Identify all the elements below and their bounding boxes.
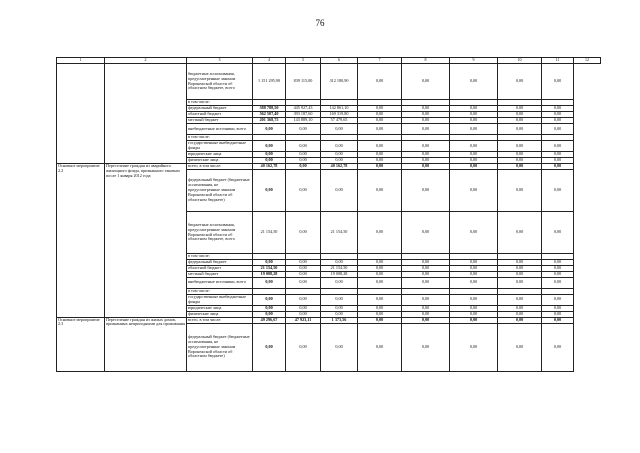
column-number-cell: 4: [253, 58, 286, 64]
amount-cell: 0,00: [286, 259, 321, 265]
amount-cell: 0,00: [498, 64, 542, 100]
amount-cell: 0,00: [402, 170, 450, 212]
amount-cell: 0,00: [321, 323, 358, 371]
amount-cell: 40 162,78: [253, 164, 286, 170]
amount-cell: 0,00: [253, 124, 286, 135]
funding-source-cell: в том числе:: [187, 288, 253, 294]
amount-cell: 19 008,28: [321, 271, 358, 277]
amount-cell: 0,00: [450, 271, 498, 277]
amount-cell: 0,00: [542, 64, 574, 100]
amount-cell: 0,00: [498, 164, 542, 170]
amount-cell: 0,00: [402, 277, 450, 288]
amount-cell: 0,00: [450, 305, 498, 311]
amount-cell: 0,00: [253, 323, 286, 371]
event-name-cell: Основное мероприятие 2.2: [57, 164, 105, 318]
amount-cell: 0,00: [358, 124, 402, 135]
amount-cell: 0,00: [498, 323, 542, 371]
funding-source-cell: федеральный бюджет: [187, 106, 253, 112]
amount-cell: 0,00: [286, 311, 321, 317]
amount-cell: 142 861,10: [321, 106, 358, 112]
amount-cell: 0,00: [358, 265, 402, 271]
amount-cell: 0,00: [542, 271, 574, 277]
amount-cell: 0,00: [358, 294, 402, 305]
amount-cell: 0,00: [402, 323, 450, 371]
amount-cell: 0,00: [402, 294, 450, 305]
funding-source-cell: в том числе:: [187, 254, 253, 260]
funding-source-cell: государственные внебюджетные фонды: [187, 294, 253, 305]
table-body: [57, 58, 601, 372]
amount-cell: 0,00: [498, 212, 542, 254]
amount-cell: 0,00: [402, 152, 450, 158]
column-number-cell: 11: [542, 58, 574, 64]
amount-cell: 0,00: [253, 158, 286, 164]
amount-cell: 0,00: [253, 259, 286, 265]
column-number-cell: 2: [105, 58, 187, 64]
amount-cell: 0,00: [542, 259, 574, 265]
amount-cell: 0,00: [286, 265, 321, 271]
amount-cell: 0,00: [358, 164, 402, 170]
amount-cell: 0,00: [321, 170, 358, 212]
amount-cell: 0,00: [450, 152, 498, 158]
column-number-cell: 10: [498, 58, 542, 64]
column-number-cell: 9: [450, 58, 498, 64]
amount-cell: 0,00: [542, 124, 574, 135]
column-number-cell: 5: [286, 58, 321, 64]
amount-cell: 0,00: [450, 106, 498, 112]
amount-cell: 0,00: [450, 170, 498, 212]
amount-cell: 0,00: [321, 277, 358, 288]
amount-cell: 0,00: [286, 164, 321, 170]
event-description-cell: Переселение граждан из аварийного жилищного фонда, признанного таковым после 1 января 2012 года: [105, 164, 187, 318]
amount-cell: 21 154,50: [253, 212, 286, 254]
amount-cell: 0,00: [450, 112, 498, 118]
amount-cell: 0,00: [402, 212, 450, 254]
amount-cell: 0,00: [321, 259, 358, 265]
amount-cell: 0,00: [358, 277, 402, 288]
funding-source-cell: внебюджетные источники, всего: [187, 277, 253, 288]
amount-cell: 0,00: [542, 158, 574, 164]
funding-source-cell: в том числе:: [187, 135, 253, 141]
amount-cell: 0,00: [450, 141, 498, 152]
amount-cell: 0,00: [542, 118, 574, 124]
amount-cell: 0,00: [321, 141, 358, 152]
amount-cell: 0,00: [402, 118, 450, 124]
amount-cell: 839 115,00: [286, 64, 321, 100]
amount-cell: 0,00: [402, 311, 450, 317]
amount-cell: 0,00: [358, 118, 402, 124]
amount-cell: 0,00: [542, 311, 574, 317]
amount-cell: 0,00: [450, 277, 498, 288]
amount-cell: 0,00: [358, 317, 402, 323]
amount-cell: 0,00: [498, 271, 542, 277]
amount-cell: 0,00: [358, 323, 402, 371]
amount-cell: 0,00: [358, 112, 402, 118]
amount-cell: 0,00: [450, 323, 498, 371]
amount-cell: 0,00: [286, 141, 321, 152]
amount-cell: 0,00: [402, 265, 450, 271]
amount-cell: 445 927,43: [286, 106, 321, 112]
amount-cell: 0,00: [498, 141, 542, 152]
amount-cell: 0,00: [450, 118, 498, 124]
funding-source-cell: федеральный бюджет: [187, 259, 253, 265]
amount-cell: 0,00: [402, 317, 450, 323]
amount-cell: 0,00: [450, 164, 498, 170]
amount-cell: 0,00: [402, 141, 450, 152]
amount-cell: 0,00: [498, 158, 542, 164]
amount-cell: 57 479,65: [321, 118, 358, 124]
amount-cell: 393 187,60: [286, 112, 321, 118]
amount-cell: 0,00: [402, 305, 450, 311]
event-name-cell: [57, 64, 105, 164]
amount-cell: 0,00: [286, 170, 321, 212]
amount-cell: 0,00: [321, 305, 358, 311]
amount-cell: 0,00: [450, 124, 498, 135]
amount-cell: 0,00: [321, 311, 358, 317]
amount-cell: 0,00: [542, 141, 574, 152]
amount-cell: 0,00: [286, 305, 321, 311]
amount-cell: 0,00: [498, 106, 542, 112]
amount-cell: 201 368,75: [253, 118, 286, 124]
amount-cell: 0,00: [253, 294, 286, 305]
funding-source-cell: федеральный бюджет (бюджетные ассигнования, не предусмотренные законом Воронежской области об областном бюджете): [187, 323, 253, 371]
funding-source-cell: местный бюджет: [187, 118, 253, 124]
amount-cell: 0,00: [450, 64, 498, 100]
amount-cell: 0,00: [542, 265, 574, 271]
funding-source-cell: областной бюджет: [187, 112, 253, 118]
amount-cell: 0,00: [402, 158, 450, 164]
amount-cell: 0,00: [542, 170, 574, 212]
funding-source-cell: физические лица: [187, 311, 253, 317]
amount-cell: 0,00: [253, 311, 286, 317]
amount-cell: 0,00: [542, 106, 574, 112]
amount-cell: 0,00: [286, 158, 321, 164]
amount-cell: 0,00: [498, 317, 542, 323]
amount-cell: 0,00: [358, 259, 402, 265]
amount-cell: 0,00: [253, 141, 286, 152]
column-number-cell: 1: [57, 58, 105, 64]
amount-cell: 0,00: [542, 317, 574, 323]
amount-cell: 0,00: [450, 265, 498, 271]
column-number-cell: 8: [402, 58, 450, 64]
amount-cell: 0,00: [542, 277, 574, 288]
amount-cell: 0,00: [402, 106, 450, 112]
amount-cell: 0,00: [498, 124, 542, 135]
amount-cell: 0,00: [286, 212, 321, 254]
amount-cell: 0,00: [498, 294, 542, 305]
amount-cell: 0,00: [358, 64, 402, 100]
amount-cell: 21 154,50: [321, 212, 358, 254]
amount-cell: 0,00: [253, 170, 286, 212]
amount-cell: 0,00: [450, 212, 498, 254]
column-number-cell: 3: [187, 58, 253, 64]
amount-cell: 0,00: [253, 305, 286, 311]
amount-cell: 0,00: [358, 158, 402, 164]
funding-source-cell: юридические лица: [187, 305, 253, 311]
amount-cell: 0,00: [358, 170, 402, 212]
amount-cell: 0,00: [321, 294, 358, 305]
amount-cell: 0,00: [286, 277, 321, 288]
amount-cell: 0,00: [450, 294, 498, 305]
column-number-cell: 6: [321, 58, 358, 64]
amount-cell: 0,00: [286, 152, 321, 158]
amount-cell: 21 154,50: [253, 265, 286, 271]
amount-cell: 0,00: [286, 124, 321, 135]
amount-cell: 0,00: [358, 305, 402, 311]
amount-cell: 0,00: [542, 112, 574, 118]
amount-cell: 0,00: [542, 294, 574, 305]
amount-cell: 0,00: [253, 152, 286, 158]
amount-cell: 143 889,10: [286, 118, 321, 124]
amount-cell: 0,00: [402, 64, 450, 100]
event-description-cell: [105, 64, 187, 164]
amount-cell: 0,00: [402, 112, 450, 118]
funding-source-cell: бюджетные ассигнования, предусмотренные законом Воронежской области об областном бюджете, всего: [187, 212, 253, 254]
amount-cell: 40 162,78: [321, 164, 358, 170]
amount-cell: 0,00: [450, 259, 498, 265]
amount-cell: 47 923,11: [286, 317, 321, 323]
amount-cell: 0,00: [358, 311, 402, 317]
amount-cell: 0,00: [402, 124, 450, 135]
amount-cell: 0,00: [450, 158, 498, 164]
amount-cell: 588 788,50: [253, 106, 286, 112]
event-description-cell: Переселение граждан из жилых домов, признанных непригодными для проживания: [105, 317, 187, 371]
amount-cell: 0,00: [498, 112, 542, 118]
amount-cell: 1 373,56: [321, 317, 358, 323]
amount-cell: 0,00: [542, 152, 574, 158]
amount-cell: 0,00: [498, 305, 542, 311]
amount-cell: 0,00: [321, 152, 358, 158]
funding-source-cell: юридические лица: [187, 152, 253, 158]
column-number-cell: 12: [574, 58, 601, 64]
amount-cell: 0,00: [358, 141, 402, 152]
amount-cell: 312 180,90: [321, 64, 358, 100]
funding-source-cell: федеральный бюджет (бюджетные ассигнования, не предусмотренные законом Воронежской области об областном бюджете): [187, 170, 253, 212]
funding-source-cell: физические лица: [187, 158, 253, 164]
amount-cell: 0,00: [402, 271, 450, 277]
amount-cell: 0,00: [253, 277, 286, 288]
amount-cell: 0,00: [402, 164, 450, 170]
amount-cell: 21 154,50: [321, 265, 358, 271]
funding-source-cell: всего, в том числе:: [187, 317, 253, 323]
amount-cell: 0,00: [321, 124, 358, 135]
amount-cell: 0,00: [286, 294, 321, 305]
amount-cell: 0,00: [498, 311, 542, 317]
amount-cell: 0,00: [498, 152, 542, 158]
funding-source-cell: внебюджетные источники, всего: [187, 124, 253, 135]
funding-source-cell: в том числе:: [187, 100, 253, 106]
amount-cell: 0,00: [498, 118, 542, 124]
amount-cell: 0,00: [286, 323, 321, 371]
amount-cell: 19 008,28: [253, 271, 286, 277]
amount-cell: 1 151 295,90: [253, 64, 286, 100]
amount-cell: 0,00: [358, 271, 402, 277]
amount-cell: 169 319,80: [321, 112, 358, 118]
amount-cell: 0,00: [542, 164, 574, 170]
amount-cell: 0,00: [450, 311, 498, 317]
funding-source-cell: областной бюджет: [187, 265, 253, 271]
page-number: 76: [315, 18, 325, 28]
funding-source-cell: местный бюджет: [187, 271, 253, 277]
amount-cell: 49 296,67: [253, 317, 286, 323]
column-number-cell: 7: [358, 58, 402, 64]
amount-cell: 0,00: [450, 317, 498, 323]
table-row: [57, 64, 601, 100]
amount-cell: 0,00: [321, 158, 358, 164]
amount-cell: 562 507,40: [253, 112, 286, 118]
amount-cell: 0,00: [498, 259, 542, 265]
amount-cell: 0,00: [358, 212, 402, 254]
amount-cell: 0,00: [542, 323, 574, 371]
event-name-cell: Основное мероприятие 2.3: [57, 317, 105, 371]
budget-table: [56, 57, 601, 372]
amount-cell: 0,00: [358, 106, 402, 112]
amount-cell: 0,00: [498, 170, 542, 212]
funding-source-cell: бюджетные ассигнования, предусмотренные законом Воронежской области об областном бюджете, всего: [187, 64, 253, 100]
amount-cell: 0,00: [498, 265, 542, 271]
amount-cell: 0,00: [286, 271, 321, 277]
funding-source-cell: государственные внебюджетные фонды: [187, 141, 253, 152]
amount-cell: 0,00: [542, 212, 574, 254]
amount-cell: 0,00: [498, 277, 542, 288]
amount-cell: 0,00: [542, 305, 574, 311]
amount-cell: 0,00: [402, 259, 450, 265]
amount-cell: 0,00: [358, 152, 402, 158]
funding-source-cell: всего, в том числе:: [187, 164, 253, 170]
